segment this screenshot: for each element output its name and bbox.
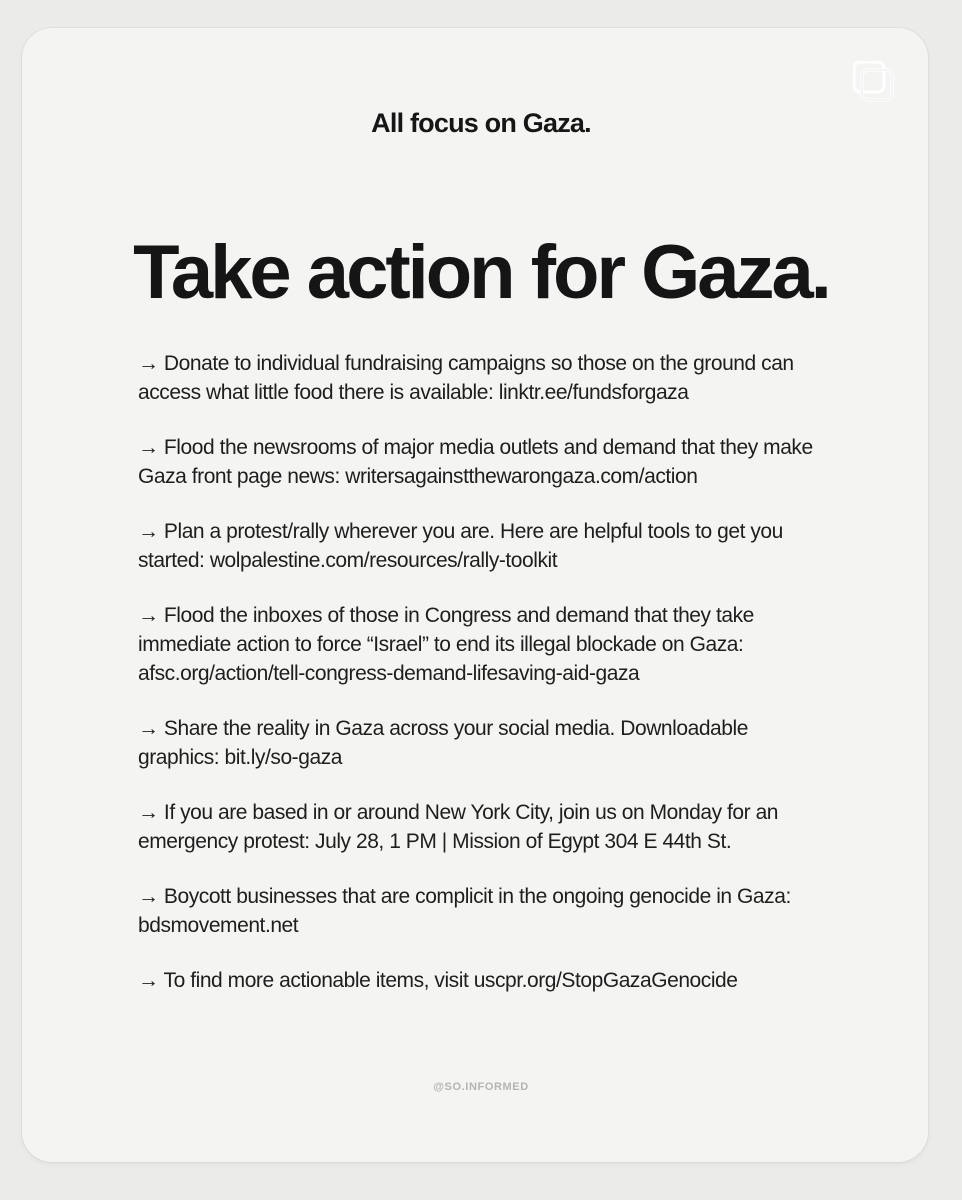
- account-handle: @SO.INFORMED: [433, 1081, 529, 1093]
- action-item-donate: → Donate to individual fundraising campaigns so those on the ground can access what little food there is available: linktr.ee/fundsforgaza: [138, 352, 794, 404]
- action-item-more: → To find more actionable items, visit uscpr.org/StopGazaGenocide: [138, 969, 738, 992]
- page-title: Take action for Gaza.: [133, 230, 829, 315]
- action-item-boycott: → Boycott businesses that are complicit in the ongoing genocide in Gaza: bdsmovement.net: [138, 885, 791, 937]
- action-list: [138, 349, 818, 1021]
- action-item-nyc-protest: → If you are based in or around New York City, join us on Monday for an emergency protest: July 28, 1 PM | Mission of Egypt 304 E 44th St.: [138, 801, 779, 853]
- multiple-images-icon[interactable]: [853, 61, 901, 109]
- action-item-share: → Share the reality in Gaza across your social media. Downloadable graphics: bit.ly/so-gaza: [138, 717, 748, 769]
- action-item-protest: → Plan a protest/rally wherever you are. Here are helpful tools to get you started: wolpalestine.com/resources/rally-toolkit: [138, 520, 783, 572]
- kicker-title: All focus on Gaza.: [371, 108, 591, 138]
- action-item-congress: → Flood the inboxes of those in Congress and demand that they take immediate action to force “Israel” to end its illegal blockade on Gaza: afsc.org/action/tell-congress-demand-lifesaving-aid-gaza: [138, 604, 754, 685]
- action-item-newsrooms: → Flood the newsrooms of major media outlets and demand that they make Gaza front page news: writersagainstthewarongaza.com/action: [138, 436, 813, 488]
